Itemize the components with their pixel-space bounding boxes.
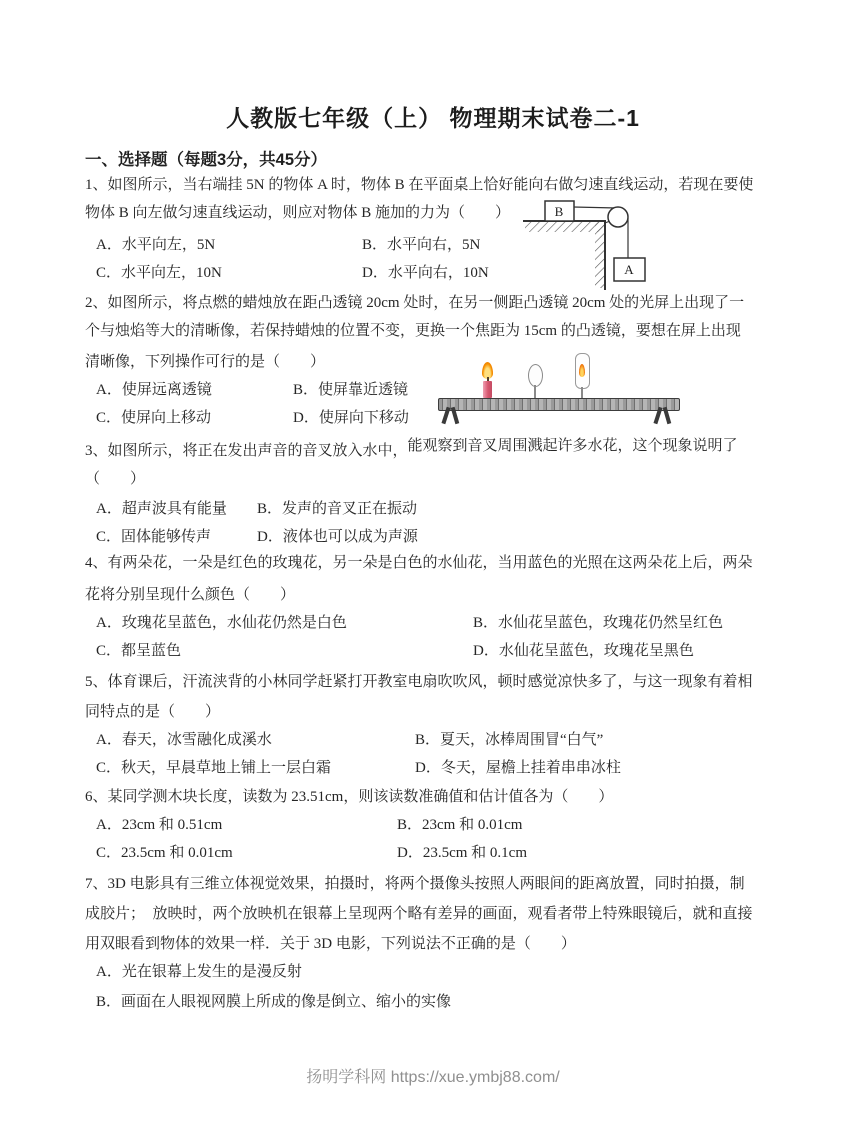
question-stem-line: 同特点的是（ ） — [85, 704, 221, 720]
convex-lens-icon — [528, 364, 543, 387]
question-stem-line: 6、某同学测木块长度，读数为 23.51cm，则该读数准确值和估计值各为（ ） — [85, 789, 614, 805]
table-side-hatching — [595, 221, 605, 288]
option-a: A．水平向左，5N — [96, 237, 216, 253]
page-title: 人教版七年级（上） 物理期末试卷二-1 — [226, 105, 640, 131]
option-a: A．23cm 和 0.51cm — [96, 817, 223, 833]
question-stem-line: 4、有两朵花，一朵是红色的玫瑰花，另一朵是白色的水仙花，当用蓝色的光照在这两朵花上后，两朵 — [85, 555, 753, 571]
option-d: D．23.5cm 和 0.1cm — [397, 845, 527, 861]
option-c: C．23.5cm 和 0.01cm — [96, 845, 233, 861]
string-horizontal — [573, 207, 617, 208]
pulley-diagram — [505, 188, 670, 290]
option-b: B．使屏靠近透镜 — [293, 382, 409, 398]
question-stem-line: 物体 B 向左做匀速直线运动，则应对物体 B 施加的力为（ ） — [85, 205, 511, 221]
footer-link[interactable]: https://xue.ymbj88.com/ — [390, 1069, 560, 1086]
option-d: D．水仙花呈蓝色，玫瑰花呈黑色 — [473, 643, 694, 659]
option-d: D．使屏向下移动 — [293, 410, 409, 426]
candle-body — [483, 381, 492, 398]
option-d: D．冬天，屋檐上挂着串串冰柱 — [415, 760, 621, 776]
option-c: C．都呈蓝色 — [96, 643, 182, 659]
section-heading: 一、选择题（每题3分，共45分） — [85, 151, 328, 169]
option-d: D．水平向右，10N — [362, 265, 489, 281]
footer-site-name: 扬明学科网 — [306, 1069, 387, 1086]
question-1 — [85, 171, 787, 287]
option-c: C．秋天，早晨草地上铺上一层白霜 — [96, 760, 332, 776]
question-stem-line: 2、如图所示，将点燃的蜡烛放在距凸透镜 20cm 处时，在另一侧距凸透镜 20cm 处的光屏上出现了一 — [85, 295, 745, 311]
question-stem-line: （ ） — [85, 471, 146, 487]
question-stem-line: 用双眼看到物体的效果一样．关于 3D 电影，下列说法不正确的是（ ） — [85, 936, 576, 952]
option-b: B．23cm 和 0.01cm — [397, 817, 523, 833]
option-a: A．使屏远离透镜 — [96, 382, 212, 398]
question-stem-line — [85, 437, 787, 465]
optical-bench-diagram — [435, 350, 685, 428]
bench-rail — [438, 398, 680, 411]
stem-fragment-raised: 能观察到音叉周围溅起许多水花，这个现象说明了 — [407, 438, 738, 454]
option-a: A．光在银幕上发生的是漫反射 — [96, 964, 302, 980]
option-b: B．水仙花呈蓝色，玫瑰花仍然呈红色 — [473, 615, 724, 631]
option-a: A．超声波具有能量 — [96, 501, 227, 517]
option-c: C．固体能够传声 — [96, 529, 212, 545]
option-b: B．画面在人眼视网膜上所成的像是倒立、缩小的实像 — [96, 994, 452, 1010]
stem-fragment: 3、如图所示，将正在发出声音的音叉放入水中， — [85, 443, 408, 459]
option-a: A．春天，冰雪融化成溪水 — [96, 732, 272, 748]
screen-stand — [581, 387, 583, 398]
question-6 — [85, 783, 787, 867]
option-b: B．夏天，冰棒周围冒“白气” — [415, 732, 604, 748]
question-3 — [85, 437, 787, 551]
bench-left-leg — [441, 407, 463, 424]
option-b: B．水平向右，5N — [362, 237, 481, 253]
box-b-label: B — [554, 204, 564, 219]
question-stem-line: 1、如图所示，当右端挂 5N 的物体 A 时，物体 B 在平面桌上恰好能向右做匀速直线运动，若现在要使 — [85, 177, 754, 193]
pulley-wheel — [608, 207, 628, 227]
screen-flame-image-icon — [579, 364, 585, 377]
question-7 — [85, 870, 787, 1016]
question-stem-line: 成胶片； 放映时，两个放映机在银幕上呈现两个略有差异的画面，观看者带上特殊眼镜后，就和直接 — [85, 906, 753, 922]
question-stem-line: 个与烛焰等大的清晰像，若保持蜡烛的位置不变，更换一个焦距为 15cm 的凸透镜，要想在屏上出现 — [85, 323, 741, 339]
question-stem-line: 7、3D 电影具有三维立体视觉效果，拍摄时，将两个摄像头按照人两眼间的距离放置，同时拍摄，制 — [85, 876, 745, 892]
footer — [0, 1066, 866, 1090]
option-d: D．液体也可以成为声源 — [257, 529, 418, 545]
table-top-hatching — [525, 221, 605, 232]
question-stem-line: 5、体育课后，汗流浃背的小林同学赶紧打开教室电扇吹吹风，顿时感觉凉快多了，与这一现象有着相 — [85, 674, 753, 690]
box-a-label: A — [624, 262, 634, 277]
option-b: B．发声的音叉正在振动 — [257, 501, 418, 517]
option-c: C．水平向左，10N — [96, 265, 222, 281]
bench-right-leg — [653, 407, 675, 424]
question-stem-line: 清晰像，下列操作可行的是（ ） — [85, 354, 326, 370]
question-5 — [85, 668, 787, 782]
question-4 — [85, 549, 787, 665]
lens-stand — [534, 385, 536, 398]
option-a: A．玫瑰花呈蓝色，水仙花仍然是白色 — [96, 615, 347, 631]
question-stem-line: 花将分别呈现什么颜色（ ） — [85, 587, 296, 603]
option-c: C．使屏向上移动 — [96, 410, 212, 426]
